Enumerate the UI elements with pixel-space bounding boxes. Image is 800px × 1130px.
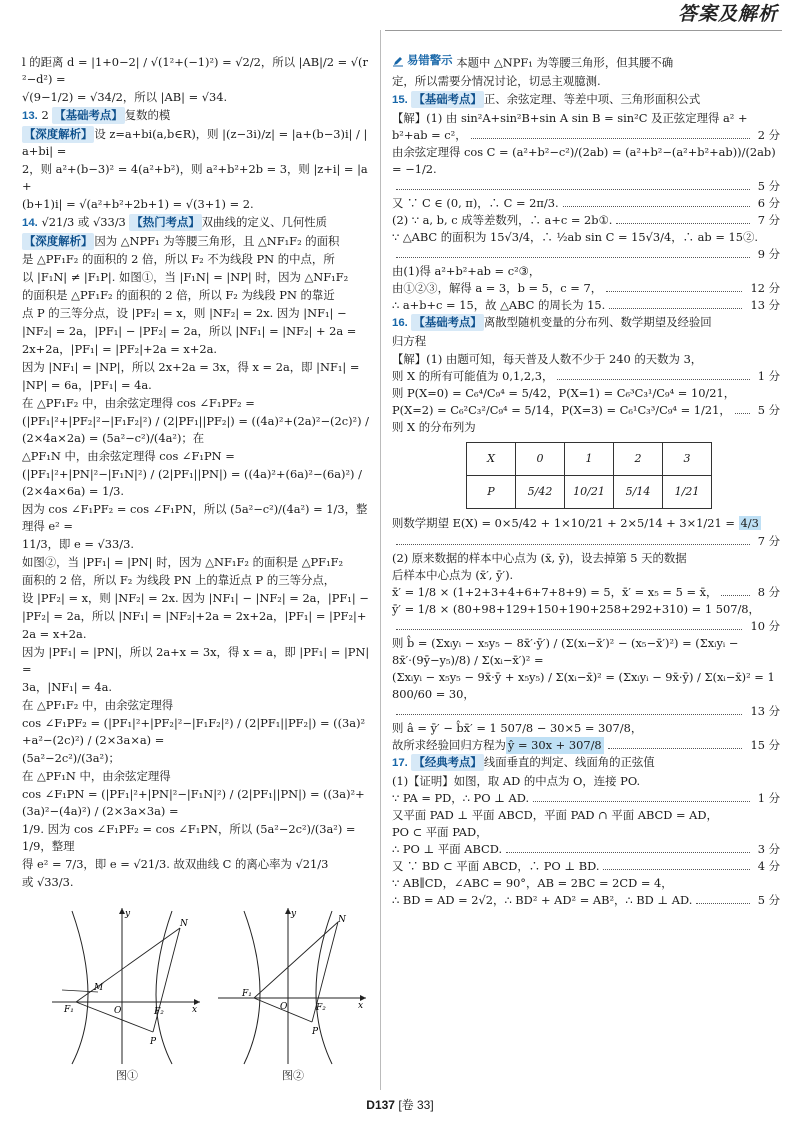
score-mark: 5 分	[757, 402, 780, 417]
text-line: 点 P 的三等分点，设 |PF₂| = x，则 |NF₂| = 2x. 因为 |NF₁| −	[22, 306, 347, 320]
point-label-M: M	[94, 983, 104, 993]
line-text: (2) ∵ a, b, c 成等差数列，∴ a+c = 2b①.	[392, 212, 613, 227]
line-text: 【解】(1) 由题可知，每天普及人数不少于 240 的天数为 3，	[392, 351, 703, 366]
solution-line	[392, 402, 780, 419]
score-mark: 1 分	[757, 790, 780, 805]
line-text: 则 X 的所有可能值为 0,1,2,3，	[392, 368, 554, 383]
topic-tag: 【热门考点】	[131, 215, 200, 229]
line-text: ∴ PO ⊥ 平面 ABCD.	[392, 841, 503, 856]
table-cell: 1	[565, 442, 614, 475]
solution-line	[392, 533, 780, 550]
q15-body	[392, 110, 780, 314]
text-line: 在 △PF₁N 中，由余弦定理得	[22, 769, 171, 783]
q16-body-b	[392, 533, 780, 737]
line-text: b²+ab = c²，	[392, 127, 467, 142]
solution-line	[392, 584, 780, 601]
line-text: (Σxᵢyᵢ − x₅y₅ − 9x̄·ȳ + x₅y₅) / Σ(xᵢ−x̄)² = (Σxᵢyᵢ − 9x̄·ȳ) / Σ(xᵢ−x̄)² = 1 800/60 = 30，	[392, 669, 775, 701]
table-cell: 0	[516, 442, 565, 475]
text-line: 因为 |PF₁| = |PN|，所以 2a+x = 3x，得 x = a，即 |PF₁| = |PN| =	[22, 645, 370, 676]
table-cell: 1/21	[663, 475, 712, 508]
question-number: 13.	[22, 110, 38, 122]
point-label-N: N	[180, 919, 188, 929]
hyperbola-figures	[52, 906, 372, 1084]
point-label-F1: F₁	[64, 1005, 74, 1015]
figure-2	[218, 906, 368, 1084]
question-number: 17.	[392, 756, 408, 769]
solution-line	[392, 720, 780, 737]
point-label-N: N	[338, 915, 346, 925]
topic-text: 双曲线的定义、几何性质	[201, 215, 328, 229]
solution-line	[392, 229, 780, 246]
answer-value: 2	[41, 108, 49, 122]
line-text: 故所求经验回归方程为	[392, 737, 506, 752]
solution-line	[392, 892, 780, 909]
text-line: (5a²−2c²)/(3a²)；	[22, 751, 120, 765]
text-line: 3a，|NF₁| = 4a.	[22, 680, 112, 694]
figure-caption: 图②	[282, 1069, 304, 1082]
axis-label-x: x	[192, 1005, 198, 1015]
solution-line	[392, 669, 780, 703]
right-column	[392, 52, 780, 909]
table-cell: 3	[663, 442, 712, 475]
text-line: 或 √33/3.	[22, 875, 74, 889]
warning-text-cont: 定，所以需要分情况讨论，切忌主观臆测.	[392, 73, 601, 88]
score-mark: 8 分	[757, 584, 780, 599]
table-cell: 10/21	[565, 475, 614, 508]
question-number: 16.	[392, 316, 408, 329]
line-text: 又平面 PAD ⊥ 平面 ABCD，平面 PAD ∩ 平面 ABCD = AD，	[392, 807, 718, 822]
solution-line	[392, 875, 780, 892]
highlighted-answer: 4/3	[740, 515, 759, 530]
solution-line	[392, 550, 780, 567]
figure-caption: 图①	[116, 1069, 138, 1082]
page-footer	[0, 1097, 800, 1114]
warning-label	[392, 52, 453, 69]
text-line: 在 △PF₁F₂ 中，由余弦定理得 cos ∠F₁PF₂ =	[22, 396, 255, 410]
answer-value: √21/3 或 √33/3	[41, 215, 126, 229]
expectation-line	[392, 515, 780, 532]
topic-text-cont: 归方程	[392, 333, 427, 348]
topic-tag: 【基础考点】	[413, 91, 482, 106]
line-text: P(X=2) = C₆²C₃²/C₉⁴ = 5/14，P(X=3) = C₆¹C₃³/C₉⁴ = 1/21，	[392, 402, 731, 417]
q16-body-a	[392, 351, 780, 436]
solution-line	[392, 351, 780, 368]
score-mark: 12 分	[750, 280, 780, 295]
left-column	[22, 54, 370, 892]
solution-line	[392, 195, 780, 212]
analysis-label: 【深度解析】	[24, 234, 93, 248]
score-mark: 5 分	[757, 892, 780, 907]
topic-text: 离散型随机变量的分布列、数学期望及经验回	[483, 314, 712, 329]
solution-line	[392, 601, 780, 618]
solution-line	[392, 178, 780, 195]
text-line: 的面积是 △PF₁F₂ 的面积的 2 倍，所以 F₂ 为线段 PN 的靠近	[22, 288, 335, 302]
text-line: (b+1)i| = √(a²+b²+2b+1) = √(3+1) = 2.	[22, 197, 254, 211]
score-mark: 15 分	[750, 737, 780, 752]
question-number: 15.	[392, 93, 408, 106]
axis-label-y: y	[291, 909, 297, 919]
text-line: 2，则 a²+(b−3)² = 4(a²+b²)，则 a²+b²+2b = 3，则 |z+i| = |a+	[22, 162, 368, 193]
solution-line	[392, 824, 780, 841]
score-mark: 13 分	[750, 703, 780, 718]
solution-line	[392, 368, 780, 385]
page-header-title: 答案及解析	[677, 4, 778, 25]
solution-line	[392, 110, 780, 127]
point-label-P: P	[312, 1027, 319, 1037]
solution-line	[392, 263, 780, 280]
question-17-header	[392, 754, 780, 772]
text-line: 如图②，当 |PF₁| = |PN| 时，因为 △NF₁F₂ 的面积是 △PF₁F₂	[22, 555, 344, 569]
line-text: 则 X 的分布列为	[392, 419, 476, 434]
table-row	[467, 442, 712, 475]
table-cell: X	[467, 442, 516, 475]
text-line: 在 △PF₁F₂ 中，由余弦定理得	[22, 698, 174, 712]
distribution-table	[466, 442, 712, 509]
analysis-text: 设 z=a+bi(a,b∈R)，则 |(z−3i)/z| = |a+(b−3)i| / |a+bi| =	[22, 127, 368, 158]
analysis-text: 因为 △NPF₁ 为等腰三角形，且 △NF₁F₂ 的面积	[94, 234, 340, 248]
score-mark: 7 分	[757, 212, 780, 227]
score-mark: 3 分	[757, 841, 780, 856]
line-text: 又 ∵ BD ⊂ 平面 ABCD，∴ PO ⊥ BD.	[392, 858, 600, 873]
q14-body	[22, 251, 370, 891]
text-line: cos ∠F₁PF₂ = (|PF₁|²+|PF₂|²−|F₁F₂|²) / (2|PF₁||PF₂|) = ((3a)²+a²−(2c)²) / (2×3a×a) =	[22, 716, 366, 747]
topic-tag: 【基础考点】	[413, 314, 482, 329]
line-text: ∵ △ABC 的面积为 15√3/4，∴ ½ab sin C = 15√3/4，∴ ab = 15②.	[392, 229, 758, 244]
text-line: (|PF₁|²+|PF₂|²−|F₁F₂|²) / (2|PF₁||PF₂|) = ((4a)²+(2a)²−(2c)²) / (2×4a×2a) = (5a²−c²)/(4a²)；在	[22, 414, 370, 445]
text-line: 面积的 2 倍，所以 F₂ 为线段 PN 上的靠近点 P 的三等分点，	[22, 573, 336, 587]
point-label-F2: F₂	[154, 1007, 164, 1017]
line-text: 由余弦定理得 cos C = (a²+b²−c²)/(2ab) = (a²+b²−(a²+b²+ab))/(2ab) = −1/2.	[392, 144, 776, 176]
score-mark: 5 分	[757, 178, 780, 193]
point-label-O: O	[280, 1002, 288, 1012]
text-line: 1/9. 因为 cos ∠F₁PF₂ = cos ∠F₁PN，所以 (5a²−2c²)/(3a²) = 1/9，整理	[22, 822, 356, 853]
header-rule	[385, 30, 782, 31]
column-divider	[380, 30, 381, 1090]
text-line: |NF₂| = 2a，|PF₁| − |PF₂| = 2a，所以 |NF₁| = |NF₂| + 2a =	[22, 324, 357, 338]
solution-line	[392, 297, 780, 314]
analysis-label: 【深度解析】	[24, 127, 93, 141]
text-line: 得 e² = 7/3，即 e = √21/3. 故双曲线 C 的离心率为 √21/3	[22, 857, 329, 871]
warning-note	[392, 52, 780, 72]
solution-line	[392, 385, 780, 402]
point-label-P: P	[150, 1037, 157, 1047]
hyperbola-diagram-1	[52, 906, 202, 1066]
text-line	[22, 126, 370, 160]
text-line	[22, 233, 370, 250]
solution-line	[392, 841, 780, 858]
solution-line	[392, 144, 780, 178]
solution-line	[392, 635, 780, 669]
solution-line	[392, 246, 780, 263]
topic-text: 线面垂直的判定、线面角的正弦值	[483, 754, 655, 769]
text-line: 11/3，即 e = √33/3.	[22, 537, 134, 551]
table-cell: 5/42	[516, 475, 565, 508]
solution-line	[392, 127, 780, 144]
line-text: ∵ AB∥CD，∠ABC = 90°，AB = 2BC = 2CD = 4，	[392, 875, 673, 890]
text-line: |PF₂| = 2a，所以 |NF₁| = |NF₂|+2a = 2x+2a，|PF₁| = |PF₂|+	[22, 609, 367, 623]
score-mark: 2 分	[757, 127, 780, 142]
pencil-icon	[392, 55, 404, 67]
text-line: 以 |F₁N| ≠ |F₁P|. 如图①，当 |F₁N| = |NP| 时，因为 △NF₁F₂	[22, 270, 349, 284]
warning-label-text: 易错警示	[407, 53, 453, 67]
hyperbola-diagram-2	[218, 906, 368, 1066]
question-number: 14.	[22, 217, 38, 229]
axis-label-y: y	[125, 909, 131, 919]
table-cell: 5/14	[614, 475, 663, 508]
solution-line	[392, 212, 780, 229]
warning-text: 本题中 △NPF₁ 为等腰三角形，但其腰不确	[456, 55, 674, 70]
score-mark: 7 分	[757, 533, 780, 548]
topic-text: 正、余弦定理、等差中项、三角形面积公式	[483, 91, 701, 106]
highlighted-answer: ŷ = 30x + 307/8	[507, 737, 602, 752]
table-cell: 2	[614, 442, 663, 475]
topic-tag: 【经典考点】	[413, 754, 482, 769]
text-line: △PF₁N 中，由余弦定理得 cos ∠F₁PN =	[22, 449, 235, 463]
axis-label-x: x	[358, 1001, 364, 1011]
score-mark: 9 分	[757, 246, 780, 261]
figure-1	[52, 906, 202, 1084]
text-line: cos ∠F₁PN = (|PF₁|²+|PN|²−|F₁N|²) / (2|PF₁||PN|) = ((3a)²+(3a)²−(4a)²) / (2×3a×3a) =	[22, 787, 365, 818]
score-mark: 13 分	[750, 297, 780, 312]
score-mark: 1 分	[757, 368, 780, 383]
line-text: 【解】(1) 由 sin²A+sin²B+sin A sin B = sin²C 及正弦定理得 a² +	[392, 110, 748, 125]
question-15-header	[392, 91, 780, 109]
line-text: ∴ BD = AD = 2√2，∴ BD² + AD² = AB²，∴ BD ⊥ AD.	[392, 892, 693, 907]
table-row	[467, 475, 712, 508]
question-13-header	[22, 107, 370, 125]
line-text: 则 â = ȳ′ − b̂x̄′ = 1 507/8 − 30×5 = 307/8，	[392, 720, 643, 735]
line-text: ∴ a+b+c = 15，故 △ABC 的周长为 15.	[392, 297, 606, 312]
solution-line	[392, 419, 780, 436]
question-14-header	[22, 214, 370, 232]
line-text: 则数学期望 E(X) = 0×5/42 + 1×10/21 + 2×5/14 + 3×1/21 =	[392, 515, 735, 530]
text-line: (|PF₁|²+|PN|²−|F₁N|²) / (2|PF₁||PN|) = ((4a)²+(6a)²−(6a)²) / (2×4a×6a) = 1/3.	[22, 467, 362, 498]
line-text: ∵ PA = PD，∴ PO ⊥ AD.	[392, 790, 530, 805]
line-text: ȳ′ = 1/8 × (80+98+129+150+190+258+292+310) = 1 507/8，	[392, 601, 760, 616]
solution-line	[392, 858, 780, 875]
text-line: 设 |PF₂| = x，则 |NF₂| = 2x. 因为 |NF₁| − |NF₂| = 2a，|PF₁| −	[22, 591, 369, 605]
line-text: PO ⊂ 平面 PAD，	[392, 824, 488, 839]
point-label-F1: F₁	[242, 989, 252, 999]
text-line: 因为 cos ∠F₁PF₂ = cos ∠F₁PN，所以 (5a²−c²)/(4a²) = 1/3，整理得 e² =	[22, 502, 368, 533]
solution-line	[392, 567, 780, 584]
solution-line	[392, 703, 780, 720]
line-text: 由(1)得 a²+b²+ab = c²③，	[392, 263, 541, 278]
solution-line	[392, 790, 780, 807]
question-16-header	[392, 314, 780, 332]
line-text: 则 P(X=0) = C₆⁴/C₉⁴ = 5/42，P(X=1) = C₆³C₃¹/C₉⁴ = 10/21，	[392, 385, 736, 400]
topic-tag: 【基础考点】	[54, 108, 123, 122]
paper-number: [卷 33]	[398, 1098, 434, 1112]
solution-line	[392, 773, 780, 790]
text-line: 2x+2a，|PF₁| = |PF₂|+2a = x+2a.	[22, 342, 218, 356]
line-text: (1)【证明】如图，取 AD 的中点为 O，连接 PO.	[392, 773, 641, 788]
point-label-F2: F₂	[316, 1003, 326, 1013]
text-line: l 的距离 d = |1+0−2| / √(1²+(−1)²) = √2/2，所以 |AB|/2 = √(r²−d²) =	[22, 55, 368, 86]
line-text: 后样本中心点为 (x̄′, ȳ′).	[392, 567, 514, 582]
point-label-O: O	[114, 1006, 122, 1016]
text-line: √(9−1/2) = √34/2，所以 |AB| = √34.	[22, 90, 228, 104]
score-mark: 6 分	[757, 195, 780, 210]
line-text: 则 b̂ = (Σxᵢyᵢ − x₅y₅ − 8x̄′·ȳ′) / (Σ(xᵢ−x̄′)² − (x₅−x̄′)²) = (Σxᵢyᵢ − 8x̄′·(9ȳ−y₅)/8) / Σ(xᵢ−x̄′)² =	[392, 635, 739, 667]
score-mark: 10 分	[750, 618, 780, 633]
line-text: (2) 原来数据的样本中心点为 (x̄, ȳ)，设去掉第 5 天的数据	[392, 550, 687, 565]
table-cell: P	[467, 475, 516, 508]
line-text: x̄′ = 1/8 × (1+2+3+4+6+7+8+9) = 5，x̄′ = x₅ = 5 = x̄，	[392, 584, 718, 599]
page-number: D137	[366, 1098, 395, 1112]
line-text: 由①②③，解得 a = 3，b = 5，c = 7，	[392, 280, 603, 295]
text-line: 是 △PF₁F₂ 的面积的 2 倍，所以 F₂ 不为线段 PN 的中点，所	[22, 252, 335, 266]
text-line: 因为 |NF₁| = |NP|，所以 2x+2a = 3x，得 x = 2a，即 |NF₁| =	[22, 360, 360, 374]
line-text: 又 ∵ C ∈ (0, π)，∴ C = 2π/3.	[392, 195, 559, 210]
solution-line	[392, 807, 780, 824]
text-line: |NP| = 6a，|PF₁| = 4a.	[22, 378, 152, 392]
solution-line	[392, 280, 780, 297]
score-mark: 4 分	[757, 858, 780, 873]
text-line: 2a = x+2a.	[22, 627, 87, 641]
final-equation-line	[392, 737, 780, 754]
q17-body	[392, 773, 780, 909]
topic-text: 复数的模	[124, 108, 171, 122]
solution-line	[392, 618, 780, 635]
